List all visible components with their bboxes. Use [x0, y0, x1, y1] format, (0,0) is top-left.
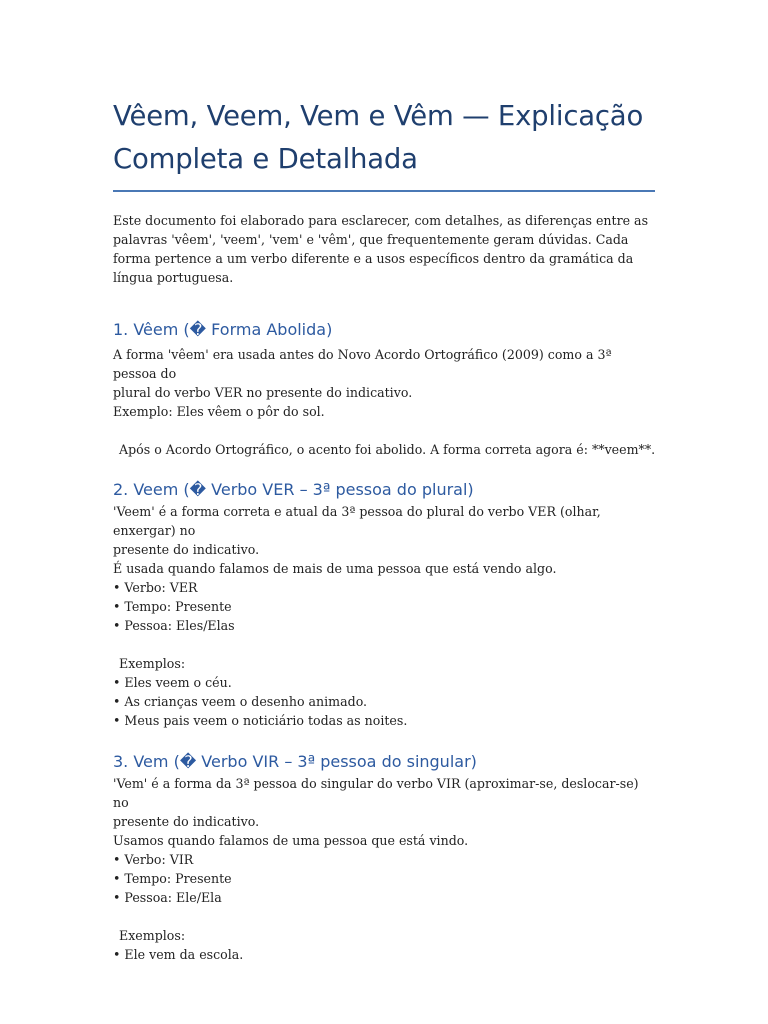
- intro-paragraph: Este documento foi elaborado para esclarecer, com detalhes, as diferenças entre as palavras 'vêem', 'veem', 'vem' e 'vêm', que frequentemente geram dúvidas. Cada forma pertence a um verbo diferente e a usos específicos dentro da gramática da língua portuguesa.: [113, 213, 649, 285]
- list-item: • Tempo: Presente: [113, 599, 232, 614]
- section-body: [113, 774, 658, 964]
- text-line: Exemplo: Eles vêem o pôr do sol.: [113, 404, 325, 419]
- document-page: [113, 0, 658, 964]
- section-heading: 3. Vem (� Verbo VIR – 3ª pessoa do singular): [113, 752, 477, 771]
- blank-line: [113, 635, 658, 654]
- text-line: Usamos quando falamos de uma pessoa que está vindo.: [113, 833, 469, 848]
- list-item: • Ele vem da escola.: [113, 947, 244, 962]
- list-item: • Verbo: VER: [113, 580, 198, 595]
- text-line: plural do verbo VER no presente do indicativo.: [113, 385, 413, 400]
- section-body: [113, 345, 658, 459]
- text-line: 'Vem' é a forma da 3ª pessoa do singular do verbo VIR (aproximar-se, deslocar-se) no: [113, 776, 643, 810]
- list-item: • Verbo: VIR: [113, 852, 194, 867]
- text-line: presente do indicativo.: [113, 814, 260, 829]
- section-body: [113, 502, 658, 730]
- section-vem-vir: [113, 750, 658, 964]
- text-line: Após o Acordo Ortográfico, o acento foi abolido. A forma correta agora é: **veem**.: [119, 442, 656, 457]
- examples-label: Exemplos:: [119, 656, 186, 671]
- section-heading: 2. Veem (� Verbo VER – 3ª pessoa do plural): [113, 480, 474, 499]
- section-veem-ver: [113, 478, 658, 730]
- list-item: • Meus pais veem o noticiário todas as noites.: [113, 713, 408, 728]
- list-item: • Pessoa: Eles/Elas: [113, 618, 235, 633]
- text-line: presente do indicativo.: [113, 542, 260, 557]
- section-veem-abolida: [113, 318, 658, 459]
- text-line: A forma 'vêem' era usada antes do Novo Acordo Ortográfico (2009) como a 3ª pessoa do: [113, 347, 616, 381]
- examples-label: Exemplos:: [119, 928, 186, 943]
- blank-line: [113, 421, 658, 440]
- section-heading: 1. Vêem (� Forma Abolida): [113, 320, 333, 339]
- document-title: Vêem, Veem, Vem e Vêm — Explicação Completa e Detalhada: [113, 100, 644, 175]
- blank-line: [113, 907, 658, 926]
- list-item: • Eles veem o céu.: [113, 675, 232, 690]
- text-line: 'Veem' é a forma correta e atual da 3ª pessoa do plural do verbo VER (olhar, enxergar) no: [113, 504, 605, 538]
- list-item: • Pessoa: Ele/Ela: [113, 890, 222, 905]
- title-underline: [113, 190, 655, 192]
- text-line: É usada quando falamos de mais de uma pessoa que está vendo algo.: [113, 561, 557, 576]
- list-item: • Tempo: Presente: [113, 871, 232, 886]
- list-item: • As crianças veem o desenho animado.: [113, 694, 368, 709]
